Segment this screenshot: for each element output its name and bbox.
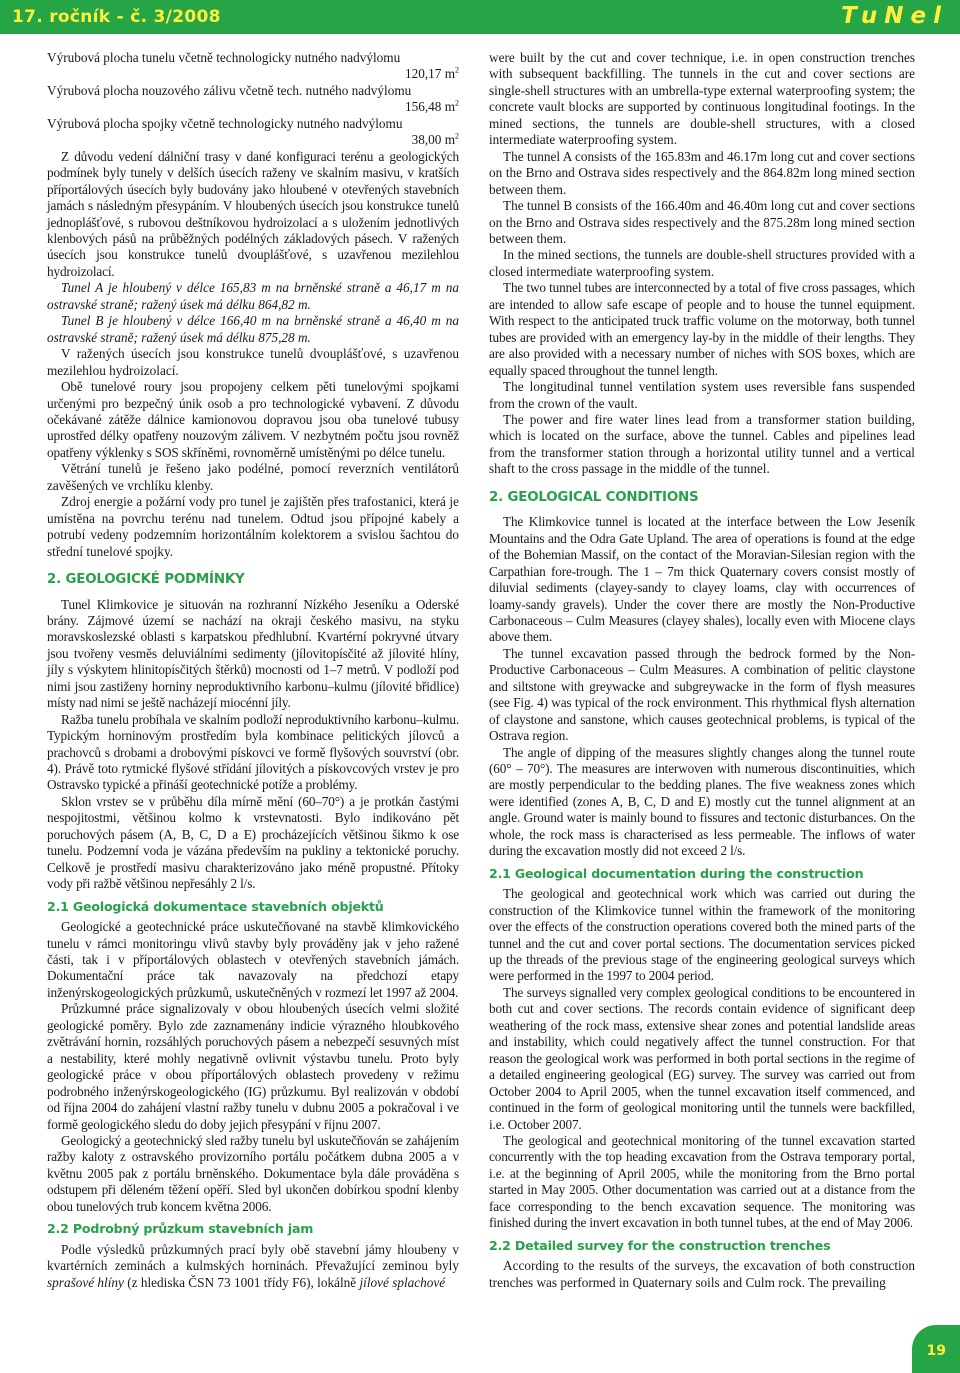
- paragraph: Sklon vrstev se v průběhu díla mírně mění (60–70°) a je protkán častými nespojitostmi, většinou kolmo k vrstevnatosti. Bylo indikováno pět poruchových pásem (A, B, C, D a E) procházejících většinou šikmo k ose tunelu. Podzemní voda je vázána především na pukliny a tektonické poruchy. Celkově je prostředí masivu charakterizováno jako méně propustné. Přítoky vody při ražbě většinou nepřesáhly 2 l/s.: [47, 793, 459, 892]
- paragraph: Průzkumné práce signalizovaly v obou hloubených úsecích velmi složité geologické poměry. Bylo zde zaznamenány indicie výrazného hloubkového zvětrávání hornin, rozsáhlých poruchových pásem a nebezpečí sesuvných míst a nestability, které mohly negativně ovlivnit výstavbu tunelu. Proto byly geologické práce v obou příportálových oblastech provedeny v režimu podrobného inženýrskogeologického (IG) průzkumu. Byl realizován v období od října 2004 do zahájení vlastní ražby tunelu v dubnu 2005 a pokračoval i ve formě geologického sledu do doby jejich přesypání v říjnu 2007.: [47, 1001, 459, 1132]
- paragraph: Tunel A je hloubený v délce 165,83 m na brněnské straně a 46,17 m na ostravské straně; ražený úsek má délku 864,82 m.: [47, 280, 459, 312]
- subsection-heading: 2.1 Geologická dokumentace stavebních objektů: [47, 898, 384, 914]
- paragraph: Zdroj energie a požární vody pro tunel je zajištěn přes trafostanici, která je umístěna na povrchu terénu nad tunelem. Odtud jsou přípojné kabely a potrubí vedeny podzemním horizontálním kolektorem a svislou šachtou do střední tunelové spojky.: [47, 494, 459, 559]
- paragraph: Geologický a geotechnický sled ražby tunelu byl uskutečňován se zahájením ražby kaloty z ostravského provizorního portálu počátkem dubna 2005 a v květnu 2005 pak z portálu brněnského. Dokumentace byla dále prováděna s odstupem při děleném těžení opěří. Sled byl ukončen dobírkou spodní klenby obou tunelových trub koncem května 2006.: [47, 1133, 459, 1214]
- paragraph: The two tunnel tubes are interconnected by a total of five cross passages, which are intended to allow safe escape of people and to house the tunnel equipment. With respect to the anticipated truck traffic volume on the motorway, both tunnel tubes are provided with an emergency lay-by in the middle of their lengths. They are also provided with a necessary number of niches with SOS boxes, which are equally spaced throughout the tunnel length.: [489, 280, 915, 378]
- paragraph: Výrubová plocha tunelu včetně technologicky nutného nadvýlomu: [47, 50, 401, 65]
- section-heading: 2. GEOLOGICKÉ PODMÍNKY: [47, 572, 245, 588]
- paragraph: The Klimkovice tunnel is located at the interface between the Low Jeseník Mountains and the Odra Gate Upland. The area of operations is found at the edge of the Bohemian Massif, on the contact of the Moravian-Silesian region with the Carpathian fore-trough. The 1 – 7m thick Quaternary covers consist mostly of diluvial sediments (clayey-sandy to clayey loams, clay with occurrences of loamy-sandy gravels). Under the cover there are mostly the Non-Productive Carbonaceous – Culm Measures (clayey shales), locally even with Miocene clays above them.: [489, 514, 915, 645]
- paragraph: The power and fire water lines lead from a transformer station building, which is located on the surface, above the tunnel. Cables and pipelines lead from the transformer station through a horizontal utility tunnel and a vertical shaft to the cross passage in the middle of the tunnel.: [489, 411, 915, 477]
- subsection-heading: 2.2 Podrobný průzkum stavebních jam: [47, 1221, 314, 1237]
- paragraph: Tunel Klimkovice je situován na rozhranní Nízkého Jeseníku a Oderské brány. Zájmové území se nachází na okraji českého masivu, na styku moravskoslezské oblasti s karpatskou předhlubní. Kvartérní pokryvné útvary jsou tvořeny vesměs deluviálními sedimenty (jílovitopísčité až jílovité hlíny, jíly s výskytem hlinitopísčitých štěrků) mocnosti od 1–7 metrů. V podloží pod nimi jsou zastiženy horniny neproduktivního karbonu–kulmu (jílovité břidlice) místy nad nimi se ještě nacházejí miocénní jíly.: [47, 596, 459, 711]
- paragraph: Výrubová plocha spojky včetně technologicky nutného nadvýlomu: [47, 115, 403, 131]
- section-heading: 2. GEOLOGICAL CONDITIONS: [489, 489, 699, 505]
- area-value: 120,17 $m^2$: [404, 66, 459, 82]
- paragraph: The longitudinal tunnel ventilation system uses reversible fans suspended from the crown of the vault.: [489, 379, 915, 411]
- area-value: 38,00 $m^2$: [411, 131, 459, 148]
- czech-column: [47, 50, 459, 1291]
- paragraph: Větrání tunelů je řešeno jako podélné, pomocí reverzních ventilátorů zavěšených ve vrchlíku klenby.: [47, 461, 459, 493]
- paragraph: In the mined sections, the tunnels are double-shell structures provided with a closed intermediate waterproofing system.: [489, 247, 915, 279]
- paragraph: The tunnel B consists of the 166.40m and 46.40m long cut and cover sections on the Brno and Ostrava sides respectively and the 875.28m long mined section between them.: [489, 198, 915, 246]
- subsection-heading: 2.2 Detailed survey for the construction trenches: [489, 1237, 831, 1253]
- paragraph: The surveys signalled very complex geological conditions to be encountered in both cut and cover sections. The records contain evidence of significant deep weathering of the rock mass, extensive shear zones and potential landslide areas and instability, which could negatively affect the tunnel construction. For that reason the geological work was performed in both portal sections in the regime of a detailed engineering geological (EG) survey. The survey was carried out from October 2004 to April 2005, when the tunnel excavation itself commenced, and continued in the form of geological monitoring until the tunnels were backfilled, i.e. October 2007.: [489, 984, 915, 1132]
- paragraph: The angle of dipping of the measures slightly changes along the tunnel route (60° – 70°). The measures are interwoven with numerous discontinuities, which are mostly perpendicular to the bedding planes. The five weakness zones which were identified (zones A, B, C, D and E) mostly cut the tunnel alignment at an angle. Ground water is mainly bound to fissures and tectonic disturbances. On the whole, the rock mass is characterised as less permeable. The inflows of water during the excavation mostly did not exceed 2 l/s.: [489, 744, 915, 859]
- page-number-badge: [912, 1325, 960, 1373]
- area-value: 156,48 $m^2$: [404, 98, 459, 115]
- paragraph: were built by the cut and cover technique, i.e. in open construction trenches with subsequent backfilling. The tunnels in the cut and cover sections are single-shell structures with an umbrella-type external waterproofing system; the concrete vault blocks are supported by continuous longitudinal footings. In the mined sections, the tunnels are double-shell structures, with a closed intermediate waterproofing system.: [489, 50, 915, 148]
- subsection-heading: 2.1 Geological documentation during the construction: [489, 865, 864, 881]
- paragraph: The geological and geotechnical work which was carried out during the construction of the Klimkovice tunnel within the framework of the monitoring over the effects of the construction operations covered both the mined parts of the tunnel and the cut and cover portal sections. The documentation services picked up the threads of the previous stage of the engineering geological surveys which were performed in the 1997 to 2004 period.: [489, 886, 915, 984]
- tunel-logo: TuNel: [841, 3, 948, 29]
- paragraph: Z důvodu vedení dálniční trasy v dané konfiguraci terénu a geologických podmínek byly tunely v delších úsecích raženy ve skalním masivu, v kratších příportálových úsecích byly budovány jako hloubené v otevřených stavebních jamách s následným přesypáním. V hloubených úsecích jsou konstrukce tunelů jednoplášťové, s rubovou deštníkovou hydroizolací a s uložením jednotlivých klenbových pásů na průběžných podélných základových pásech. V ražených úsecích jsou konstrukce tunelů dvouplášťové, s uzavřenou mezilehlou hydroizolací.: [47, 148, 459, 279]
- paragraph: According to the results of the surveys, the excavation of both construction trenches was performed in Quaternary soils and Culm rock. The prevailing: [489, 1258, 915, 1290]
- paragraph: The tunnel A consists of the 165.83m and 46.17m long cut and cover sections on the Brno and Ostrava sides respectively and the 864.82m long mined section between them.: [489, 148, 915, 197]
- paragraph: Podle výsledků průzkumných prací byly obě stavební jámy hloubeny v kvartérních zeminách a kulmských horninách. Převažující zeminou byly sprašové hlíny (z hlediska ČSN 73 1001 třídy F6), lokálně jílové splachové: [47, 1241, 459, 1290]
- paragraph: Obě tunelové roury jsou propojeny celkem pěti tunelovými spojkami určenými pro bezpečný únik osob a pro technologické vybavení. Z důvodu očekávané zátěže dálnice kamionovou dopravou jsou oba tunelové tubusy uprostřed délky opatřeny nouzovým zálivem. V nezbytném počtu jsou rovněž opatřeny výklenky s SOS skříněmi, rovnoměrně umístěnými po délce tunelu.: [47, 379, 459, 460]
- paragraph: V ražených úsecích jsou konstrukce tunelů dvouplášťové, s uzavřenou mezilehlou hydroizolací.: [47, 346, 459, 378]
- paragraph: Geologické a geotechnické práce uskutečňované na stavbě klimkovického tunelu v rámci monitoringu vlivů stavby byly prováděny jak v jeho ražené části, tak i v příportálových oblastech v otevřených stavebních jámách. Dokumentační práce tak navazovaly na předchozí etapy inženýrskogeologických průzkumů, uskutečněných v rozmezí let 1997 až 2004.: [47, 919, 459, 1000]
- header-bar: [0, 0, 960, 34]
- paragraph: The geological and geotechnical monitoring of the tunnel excavation started concurrently with the top heading excavation from the Ostrava temporary portal, i.e. at the beginning of April 2005, while the monitoring from the Brno portal started in May 2005. Other documentation was carried out at a distance from the face corresponding to the bench excavation sequence. The monitoring was finished during the invert excavation in both tunnel tubes, at the end of May 2006.: [489, 1133, 915, 1231]
- paragraph: Ražba tunelu probíhala ve skalním podloží neproduktivního karbonu–kulmu. Typickým horninovým prostředím byla kombinace pelitických jílovců a prachovců s drobami a drobovými pískovci ve formě flyšových souvrství (obr. 4). Právě toto rytmické flyšové střídání jílovitých a pískovcových vrstev je pro Ostravsko typické a přináší geotechnické potíže a problémy.: [47, 711, 459, 793]
- issue-label: 17. ročník - č. 3/2008: [12, 7, 221, 27]
- paragraph: Výrubová plocha nouzového zálivu včetně tech. nutného nadvýlomu: [47, 82, 412, 98]
- paragraph: The tunnel excavation passed through the bedrock formed by the Non-Productive Carbonaceous – Culm Measures. A combination of pelitic claystone and siltstone with greywacke and subgreywacke in the form of flysh measures (see Fig. 4) was typical of the rock environment. This rhythmical flysh alternation of claystone and sanstone, which causes geotechnical problems, is typical of the Ostrava region.: [489, 645, 915, 744]
- english-column: [489, 50, 915, 1291]
- paragraph: Tunel B je hloubený v délce 166,40 m na brněnské straně a 46,40 m na ostravské straně; ražený úsek má délku 875,28 m.: [47, 313, 459, 345]
- page-number: 19: [926, 1343, 946, 1359]
